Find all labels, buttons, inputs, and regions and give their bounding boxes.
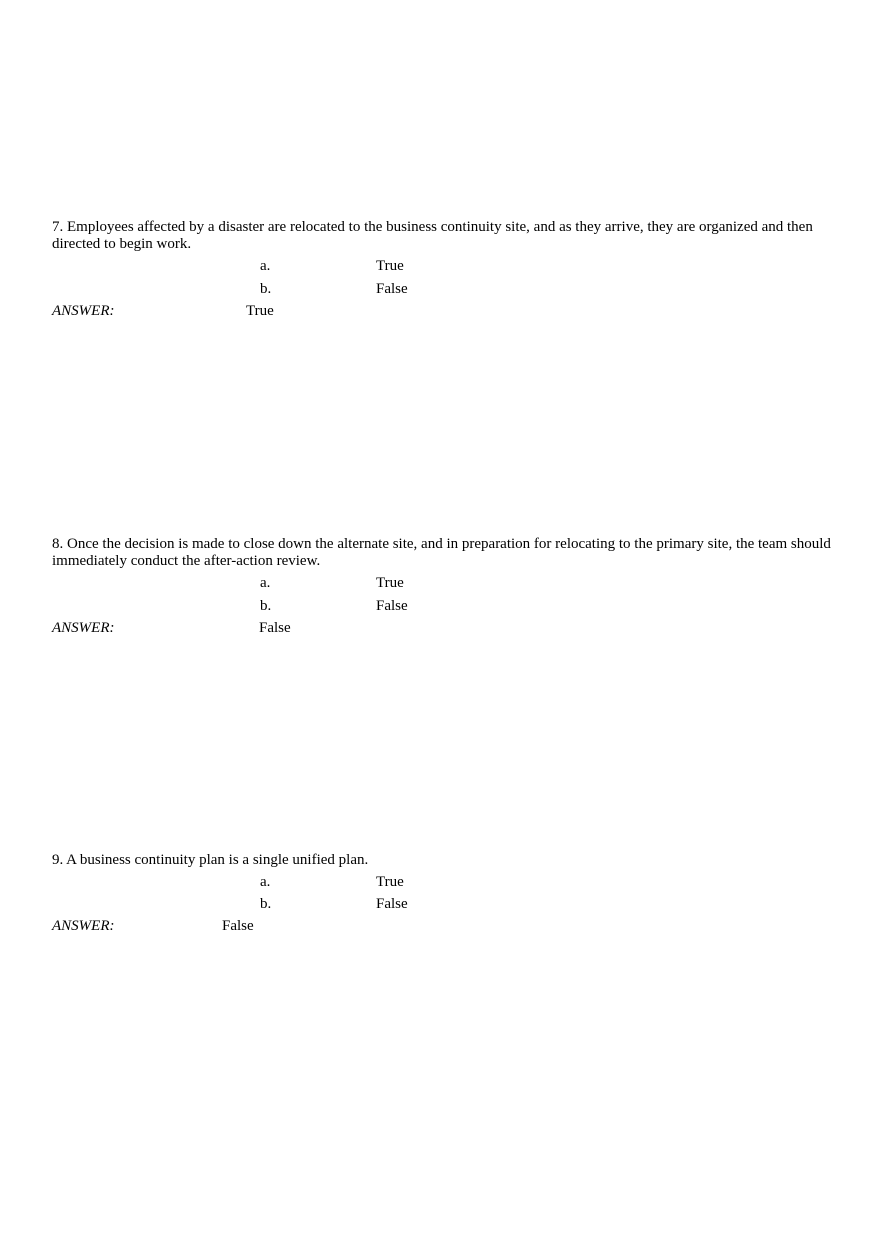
option-b-value: False xyxy=(376,598,408,614)
option-a-letter: a. xyxy=(260,575,271,591)
option-a-value: True xyxy=(376,575,404,591)
option-a-letter: a. xyxy=(260,874,271,890)
option-a-letter: a. xyxy=(260,258,271,274)
answer-label: ANSWER: xyxy=(52,918,115,934)
option-b-letter: b. xyxy=(260,281,272,297)
question-7 xyxy=(52,219,842,319)
answer-value: False xyxy=(259,620,291,636)
question-8 xyxy=(52,536,842,636)
question-text: 7. Employees affected by a disaster are relocated to the business continuity site, and as they arrive, they are organized and then directed to begin work. xyxy=(52,219,813,252)
option-b-letter: b. xyxy=(260,598,272,614)
option-a-value: True xyxy=(376,874,404,890)
option-b-value: False xyxy=(376,896,408,912)
answer-value: False xyxy=(222,918,254,934)
answer-value: True xyxy=(246,303,274,319)
question-text: 9. A business continuity plan is a single unified plan. xyxy=(52,852,369,868)
option-b-value: False xyxy=(376,281,408,297)
question-9 xyxy=(52,852,842,934)
option-a-value: True xyxy=(376,258,404,274)
option-b-letter: b. xyxy=(260,896,272,912)
answer-label: ANSWER: xyxy=(52,620,115,636)
answer-label: ANSWER: xyxy=(52,303,115,319)
question-text: 8. Once the decision is made to close down the alternate site, and in preparation for relocating to the primary site, the team should immediately conduct the after-action review. xyxy=(52,536,831,569)
